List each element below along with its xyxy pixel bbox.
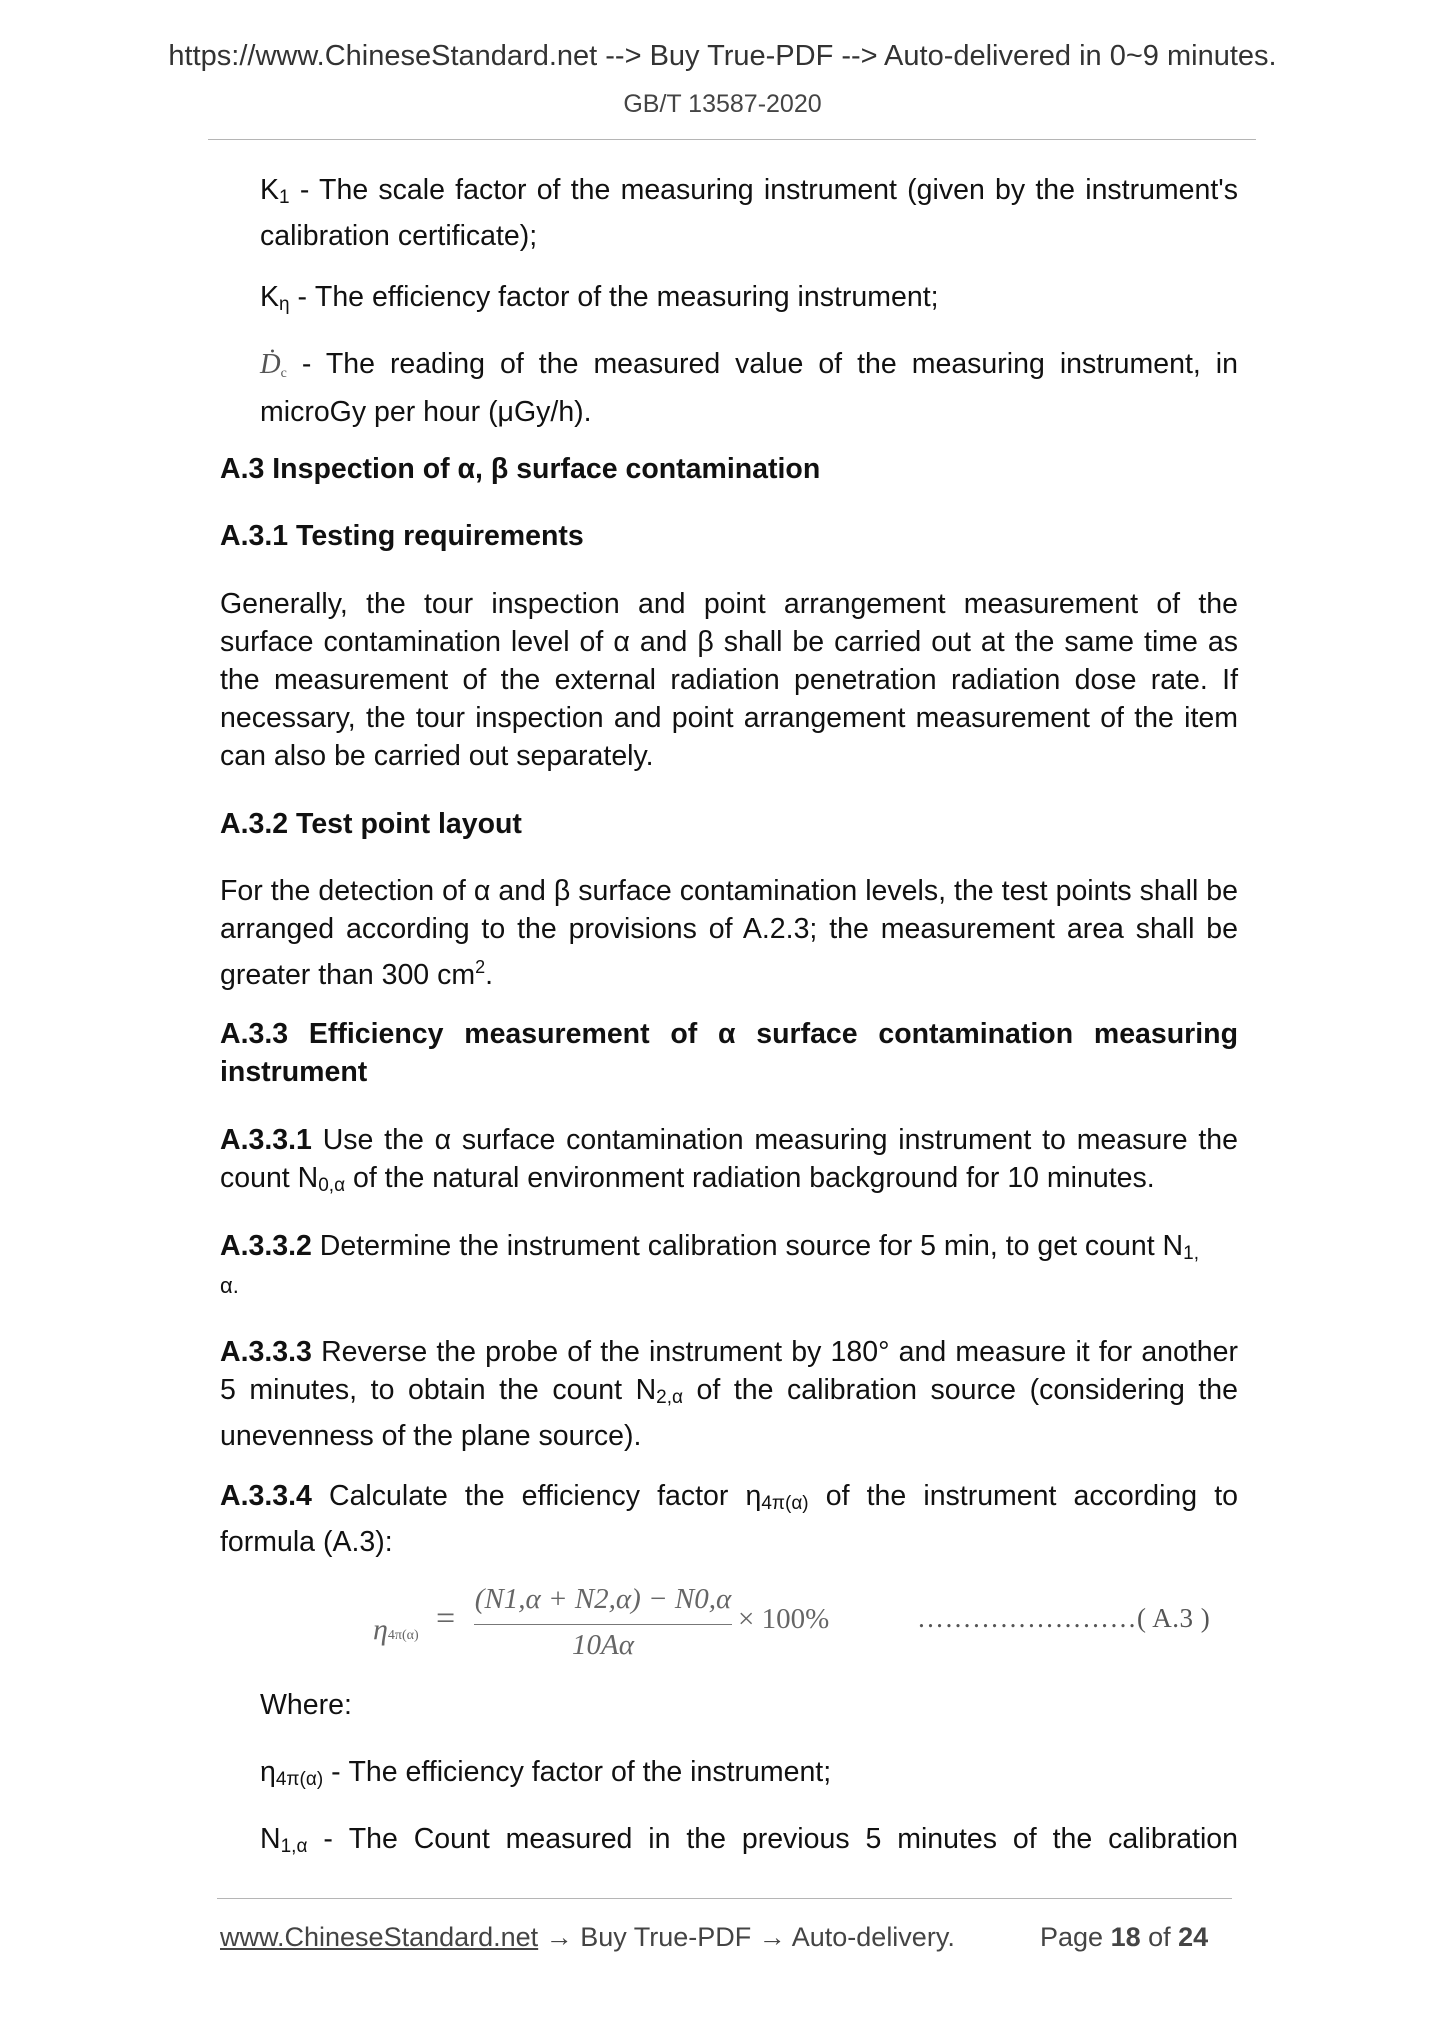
- symbol-k: K: [260, 174, 280, 206]
- formula-number: ( A.3 ): [1137, 1603, 1211, 1633]
- clause-a333: [220, 1333, 1238, 1455]
- symbol-subscript: 4π(α): [761, 1493, 809, 1514]
- symbol-subscript: 1: [279, 187, 290, 208]
- paragraph-text: .: [485, 959, 494, 991]
- clause-a331: [220, 1121, 1238, 1205]
- formula-equals: =: [436, 1600, 456, 1637]
- clause-text: of the natural environment radiation background for 10 minutes.: [345, 1162, 1155, 1194]
- symbol-eta: η: [260, 1756, 276, 1788]
- symbol-subscript: 0,α: [318, 1175, 346, 1196]
- of-label: of: [1140, 1922, 1179, 1952]
- header-divider: [208, 139, 1256, 140]
- definition-text: - The efficiency factor of the measuring instrument;: [289, 281, 939, 313]
- paragraph-a31: Generally, the tour inspection and point arrangement measurement of the surface contamination level of α and β shall be carried out at the same time as the measurement of the external radiation penetration radiation dose rate. If necessary, the tour inspection and point arrangement measurement of the item can also be carried out separately.: [220, 588, 1238, 772]
- symbol-subscript: η: [279, 294, 290, 315]
- clause-a334: [220, 1477, 1238, 1561]
- clause-text: Use the α surface contamination measuring instrument to measure the count N: [220, 1124, 1238, 1194]
- definition-k1: [260, 171, 1238, 255]
- definition-text: - The Count measured in the previous 5 minutes of the calibration: [307, 1823, 1238, 1855]
- clause-number: A.3.3.3: [220, 1336, 312, 1368]
- clause-text: Determine the instrument calibration source for 5 min, to get count N: [311, 1230, 1184, 1262]
- clause-text: of the instrument according to formula (A.3):: [220, 1480, 1238, 1558]
- section-heading-a31: A.3.1 Testing requirements: [220, 520, 584, 552]
- symbol-subscript: 4π(α): [275, 1769, 324, 1790]
- where-label: Where:: [260, 1689, 352, 1721]
- clause-a332-tail: α.: [220, 1273, 239, 1298]
- symbol-subscript: 1,: [1183, 1243, 1199, 1264]
- symbol-k: K: [260, 281, 280, 313]
- page-number: 18: [1110, 1922, 1141, 1952]
- clause-text: of the calibration source (considering the unevenness of the plane source).: [220, 1374, 1238, 1452]
- clause-text: Calculate the efficiency factor η: [311, 1480, 762, 1512]
- definition-text: - The reading of the measured value of the measuring instrument, in microGy per hour (μGy/h).: [260, 348, 1238, 428]
- paragraph-text: For the detection of α and β surface contamination levels, the test points shall be arranged according to the provisions of A.2.3; the measurement area shall be greater than 300 cm: [220, 875, 1238, 991]
- clause-text: Reverse the probe of the instrument by 180° and measure it for another 5 minutes, to obtain the count N: [220, 1336, 1238, 1406]
- formula-numerator: (N1,α + N2,α) − N0,α: [474, 1583, 732, 1615]
- superscript: 2: [475, 957, 486, 977]
- header-promo-link[interactable]: https://www.ChineseStandard.net --> Buy True-PDF --> Auto-delivered in 0~9 minutes.: [168, 40, 1277, 72]
- formula-eta-subscript: 4π(α): [387, 1628, 419, 1643]
- page-total: 24: [1178, 1922, 1209, 1952]
- formula-label: [917, 1603, 1210, 1634]
- symbol-dose-rate: Ḋ: [260, 349, 281, 380]
- clause-number: A.3.3.1: [220, 1124, 312, 1156]
- formula-denominator: 10Aα: [572, 1629, 634, 1661]
- definition-dc: [260, 345, 1238, 431]
- formula-fraction-bar: [474, 1624, 732, 1625]
- formula-leader-dots: ……………………: [917, 1603, 1137, 1633]
- definition-text: - The scale factor of the measuring instrument (given by the instrument's calibration certificate);: [260, 174, 1238, 252]
- footer-site-link[interactable]: www.ChineseStandard.net: [220, 1922, 539, 1952]
- section-heading-a33: A.3.3 Efficiency measurement of α surface contamination measuring instrument: [220, 1018, 1238, 1088]
- clause-number: A.3.3.4: [220, 1480, 312, 1512]
- section-heading-a32: A.3.2 Test point layout: [220, 808, 522, 840]
- paragraph-a32: [220, 872, 1238, 994]
- clause-number: A.3.3.2: [220, 1230, 312, 1262]
- formula-eta-symbol: η: [373, 1613, 388, 1646]
- definition-eta: [260, 1753, 1238, 1799]
- section-heading-a3: A.3 Inspection of α, β surface contamination: [220, 453, 821, 485]
- standard-number: GB/T 13587-2020: [623, 90, 822, 118]
- formula-times-100-percent: × 100%: [738, 1603, 830, 1635]
- formula-lhs: [373, 1613, 419, 1647]
- symbol-subscript: c: [280, 366, 287, 381]
- footer-promo-text: → Buy True-PDF → Auto-delivery.: [538, 1922, 955, 1952]
- definition-keta: [260, 278, 1238, 324]
- definition-n1: [260, 1820, 1238, 1866]
- symbol-subscript: 1,α: [280, 1836, 308, 1857]
- footer-promo: [220, 1922, 955, 1953]
- page-label: Page: [1040, 1922, 1111, 1952]
- symbol-n: N: [260, 1823, 281, 1855]
- symbol-subscript: 2,α: [656, 1387, 684, 1408]
- definition-text: - The efficiency factor of the instrument;: [323, 1756, 832, 1788]
- page-indicator: [1040, 1922, 1208, 1953]
- footer-divider: [217, 1898, 1232, 1899]
